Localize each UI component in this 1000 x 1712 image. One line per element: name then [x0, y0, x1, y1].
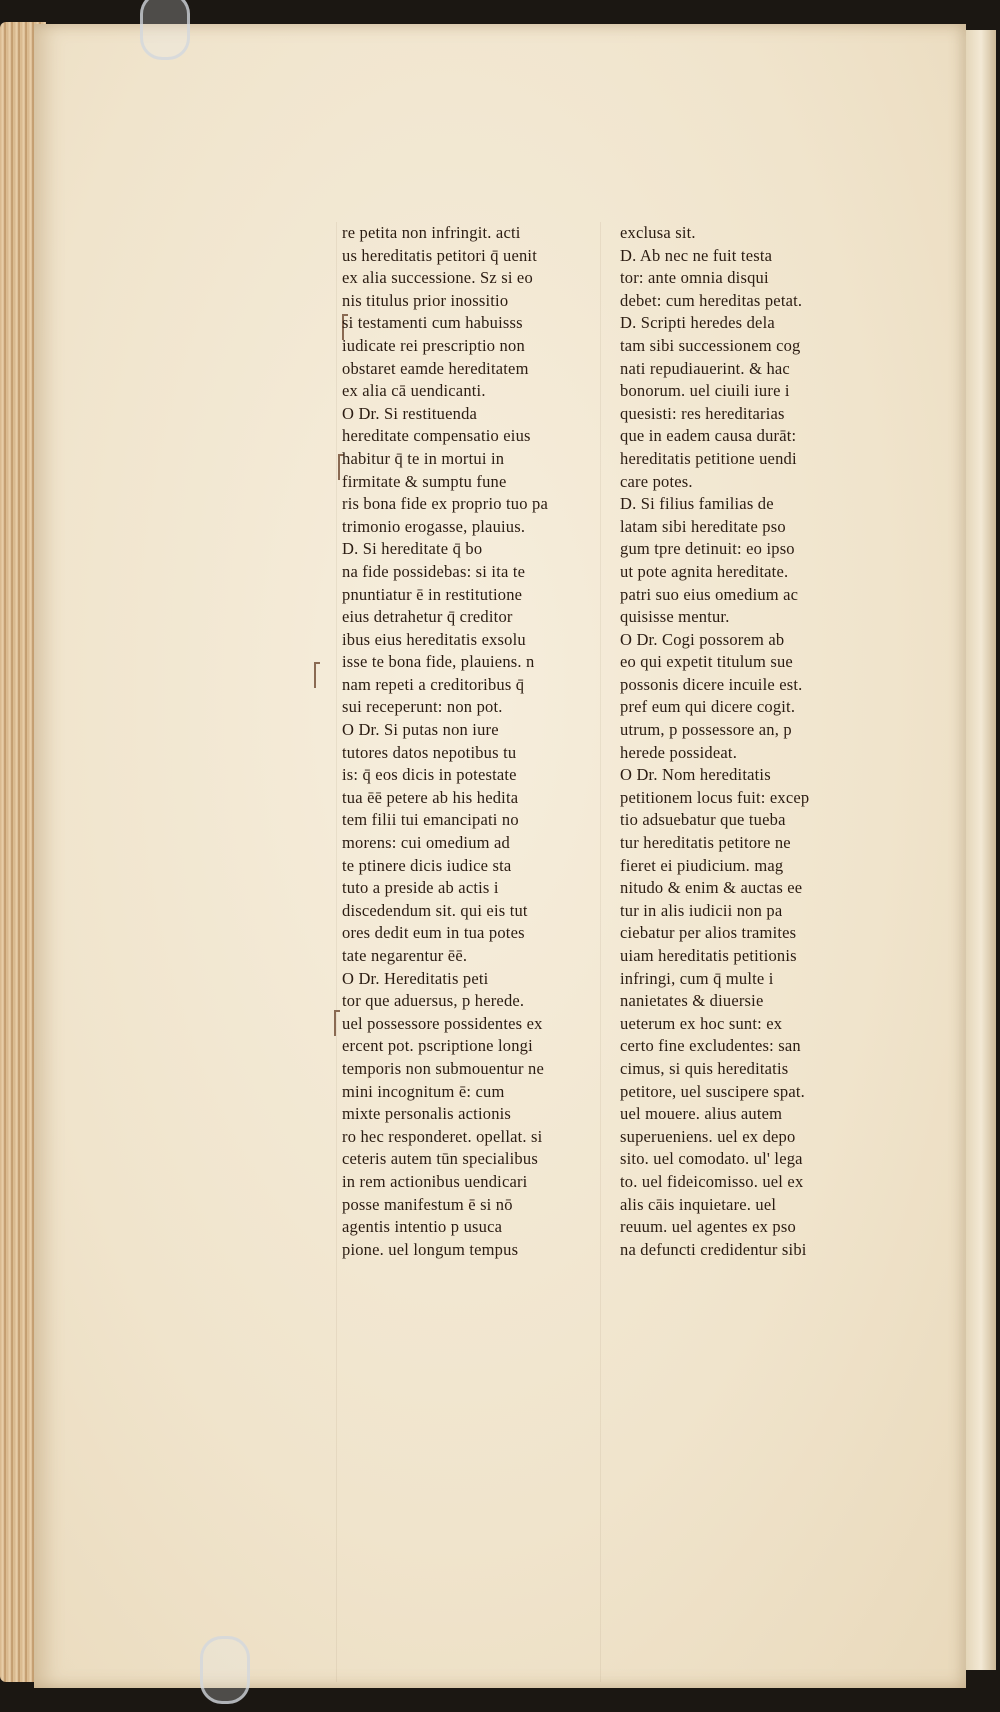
manuscript-line: O Dr. Hereditatis peti [342, 968, 489, 988]
manuscript-line: O Dr. Cogi possorem ab [620, 629, 785, 649]
manuscript-line: temporis non submouentur ne [342, 1058, 544, 1078]
manuscript-line: D. Si filius familias de [620, 494, 774, 514]
ruling-line [600, 222, 601, 1682]
manuscript-line: tor que aduersus, p herede. [342, 991, 525, 1011]
manuscript-line: nitudo & enim & auctas ee [620, 878, 803, 898]
manuscript-line: utrum, p possessore an, p [620, 720, 792, 740]
manuscript-line: latam sibi hereditate pso [620, 516, 786, 536]
manuscript-line: tate negarentur ēē. [342, 946, 468, 965]
manuscript-line: ris bona fide ex proprio tuo pa [342, 494, 548, 514]
manuscript-line: patri suo eius omedium ac [620, 584, 799, 604]
manuscript-line: obstaret eamde hereditatem [342, 358, 529, 378]
manuscript-line: discedendum sit. qui eis tut [342, 900, 528, 920]
manuscript-line: nis titulus prior inossitio [342, 290, 509, 310]
manuscript-line: is: q̄ eos dicis in potestate [342, 765, 517, 785]
manuscript-line: D. Scripti heredes dela [620, 313, 775, 333]
manuscript-line: alis cāis inquietare. uel [620, 1194, 777, 1214]
manuscript-line: firmitate & sumptu fune [342, 471, 507, 491]
margin-bracket [334, 1010, 340, 1036]
manuscript-line: certo fine excludentes: san [620, 1036, 801, 1056]
manuscript-line: petitore, uel suscipere spat. [620, 1081, 805, 1101]
manuscript-line: infringi, cum q̄ multe i [620, 968, 774, 988]
book-clip-bottom [200, 1636, 250, 1704]
ruling-line [336, 222, 337, 1682]
manuscript-line: D. Si hereditate q̄ bo [342, 539, 483, 559]
manuscript-line: que in eadem causa durāt: [620, 426, 797, 446]
manuscript-line: nanietates & diuersie [620, 991, 764, 1011]
manuscript-line: pnuntiatur ē in restitutione [342, 584, 523, 604]
text-column-right [620, 222, 870, 1261]
manuscript-line: ut pote agnita hereditate. [620, 561, 789, 581]
manuscript-line: pione. uel longum tempus [342, 1239, 519, 1259]
manuscript-line: quesisti: res hereditarias [620, 403, 785, 423]
manuscript-line: pref eum qui dicere cogit. [620, 697, 796, 717]
text-column-left [342, 222, 592, 1261]
margin-bracket [314, 662, 320, 688]
manuscript-line: trimonio erogasse, plauius. [342, 516, 526, 536]
manuscript-line: to. uel fideicomisso. uel ex [620, 1171, 804, 1191]
manuscript-line: re petita non infringit. acti [342, 223, 521, 242]
manuscript-line: mini incognitum ē: cum [342, 1081, 505, 1101]
manuscript-line: tem filii tui emancipati no [342, 810, 519, 830]
manuscript-line: ueterum ex hoc sunt: ex [620, 1013, 783, 1033]
manuscript-line: tur in alis iudicii non pa [620, 900, 783, 920]
manuscript-line: hereditatis petitione uendi [620, 448, 797, 468]
manuscript-line: O Dr. Si putas non iure [342, 720, 499, 740]
manuscript-line: eo qui expetit titulum sue [620, 652, 793, 672]
manuscript-line: eius detrahetur q̄ creditor [342, 607, 513, 627]
manuscript-line: agentis intentio p usuca [342, 1217, 503, 1237]
manuscript-line: ro hec responderet. opellat. si [342, 1126, 543, 1146]
manuscript-line: reuum. uel agentes ex pso [620, 1217, 796, 1237]
manuscript-line: tutores datos nepotibus tu [342, 742, 517, 762]
manuscript-line: possonis dicere incuile est. [620, 674, 803, 694]
manuscript-line: na defuncti credidentur sibi [620, 1239, 807, 1259]
manuscript-line: gum tpre detinuit: eo ipso [620, 539, 795, 559]
binding-edge [966, 30, 996, 1670]
manuscript-line: uel possessore possidentes ex [342, 1013, 543, 1033]
manuscript-line: O Dr. Nom hereditatis [620, 765, 771, 785]
manuscript-line: ciebatur per alios tramites [620, 923, 797, 943]
manuscript-line: quisisse mentur. [620, 607, 730, 627]
manuscript-line: debet: cum hereditas petat. [620, 290, 803, 310]
manuscript-line: ibus eius hereditatis exsolu [342, 629, 526, 649]
manuscript-line: nati repudiauerint. & hac [620, 358, 790, 378]
manuscript-line: si testamenti cum habuisss [342, 313, 523, 333]
manuscript-line: uel mouere. alius autem [620, 1104, 783, 1124]
manuscript-line: us hereditatis petitori q̄ uenit [342, 245, 537, 265]
manuscript-line: O Dr. Si restituenda [342, 403, 478, 423]
manuscript-line: uiam hereditatis petitionis [620, 946, 797, 965]
manuscript-line: petitionem locus fuit: excep [620, 787, 810, 807]
manuscript-line: tur hereditatis petitore ne [620, 833, 791, 853]
manuscript-line: exclusa sit. [620, 223, 696, 242]
manuscript-line: na fide possidebas: si ita te [342, 561, 526, 581]
manuscript-line: posse manifestum ē si nō [342, 1194, 513, 1214]
manuscript-line: isse te bona fide, plauiens. n [342, 652, 535, 672]
manuscript-line: superueniens. uel ex depo [620, 1126, 796, 1146]
manuscript-line: tor: ante omnia disqui [620, 268, 769, 288]
manuscript-line: bonorum. uel ciuili iure i [620, 381, 790, 401]
manuscript-line: sito. uel comodato. ul' lega [620, 1149, 803, 1169]
manuscript-line: tam sibi successionem cog [620, 335, 801, 355]
manuscript-line: ores dedit eum in tua potes [342, 923, 525, 943]
manuscript-line: iudicate rei prescriptio non [342, 335, 525, 355]
manuscript-line: sui receperunt: non pot. [342, 697, 503, 717]
manuscript-line: fieret ei piudicium. mag [620, 855, 784, 875]
manuscript-line: tuto a preside ab actis i [342, 878, 499, 898]
manuscript-line: ceteris autem tūn specialibus [342, 1149, 538, 1169]
manuscript-line: te ptinere dicis iudice sta [342, 855, 512, 875]
manuscript-line: cimus, si quis hereditatis [620, 1058, 789, 1078]
manuscript-line: morens: cui omedium ad [342, 833, 510, 853]
manuscript-line: tio adsuebatur que tueba [620, 810, 786, 830]
manuscript-line: mixte personalis actionis [342, 1104, 512, 1124]
manuscript-line: care potes. [620, 471, 693, 491]
manuscript-line: in rem actionibus uendicari [342, 1171, 528, 1191]
manuscript-line: ex alia successione. Sz si eo [342, 268, 533, 288]
manuscript-line: nam repeti a creditoribus q̄ [342, 674, 525, 694]
manuscript-line: tua ēē petere ab his hedita [342, 787, 519, 807]
manuscript-line: habitur q̄ te in mortui in [342, 448, 505, 468]
manuscript-line: ex alia cā uendicanti. [342, 381, 486, 401]
book-clip-top [140, 0, 190, 60]
manuscript-line: hereditate compensatio eius [342, 426, 531, 446]
manuscript-line: D. Ab nec ne fuit testa [620, 245, 773, 265]
manuscript-line: herede possideat. [620, 742, 738, 762]
manuscript-line: ercent pot. pscriptione longi [342, 1036, 533, 1056]
